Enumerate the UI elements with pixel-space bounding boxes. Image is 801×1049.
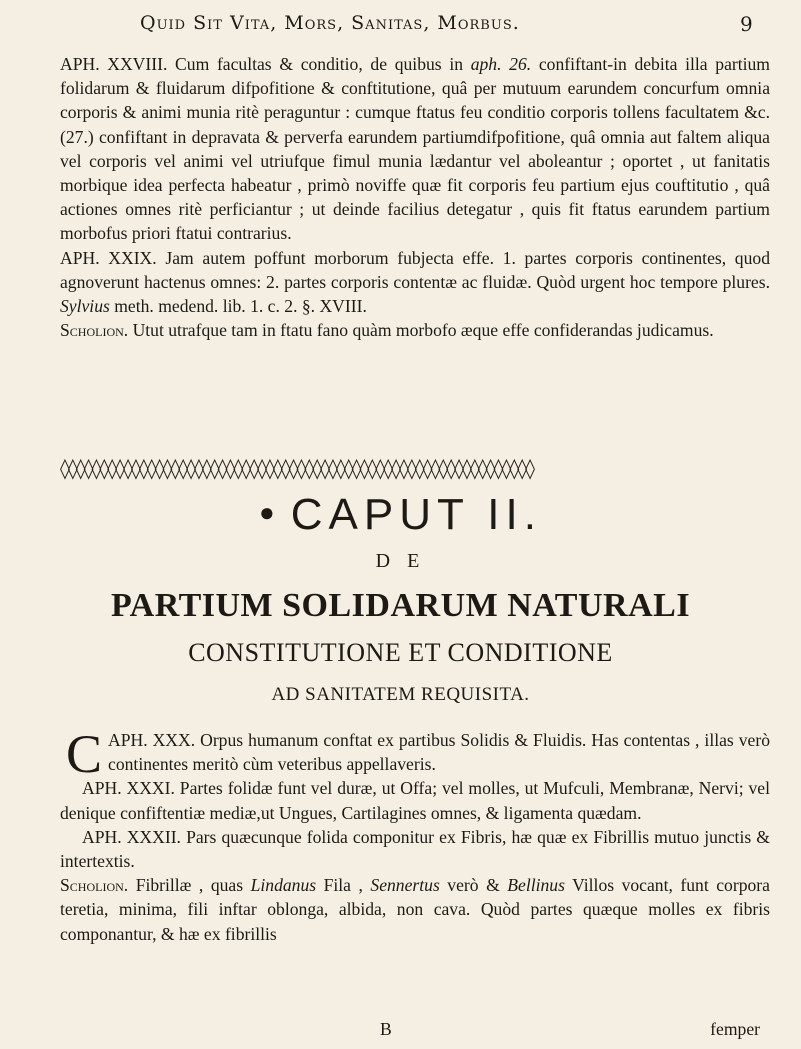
- text-block-bottom: [60, 724, 770, 946]
- chapter-heading-line-1: PARTIUM SOLIDARUM NATURALI: [110, 587, 691, 624]
- chapter-title: ● CAPUT II.: [259, 490, 542, 539]
- running-head: Quid Sit Vita, Mors, Sanitas, Morbus.: [140, 12, 520, 34]
- aphorism-32: APH. XXXII. Pars quæcunque folida componitur ex Fibris, hæ quæ ex Fibrillis mutuo junctis & intertextis.: [60, 826, 770, 872]
- scholion-2: Scholion. Fibrillæ , quas Lindanus Fila , Sennertus verò & Bellinus Villos vocant, funt corpora teretia, minima, fili inftar oblonga, albida, non cava. Quòd partes quæque molles ex fibris componantur, & hæ ex fibrillis: [60, 875, 770, 944]
- chapter-heading-line-3: AD SANITATEM REQUISITA.: [271, 684, 530, 705]
- catchword: femper: [710, 1019, 760, 1039]
- aphorism-28: APH. XXVIII. Cum facultas & conditio, de quibus in aph. 26. confiftant-in debita illa partium folidarum & fluidarum difpofitione & conftitutione, quâ per mutuum earundem concurfum omnia corporis & animi munia ritè peraguntur : cumque ftatus feu conditio corporis tollens facultatem &c. (27.) confiftant in depravata & perverfa earundem partiumdifpofitione, quâ omnia aut faltem aliqua vel corporis vel animi vel utriufque fimul munia lædantur vel aboleantur ; oportet , ut fanitatis morbique idea perfecta habeatur , primò noviffe quæ fit corporis feu partium ejus couftitutio , quâ actiones omnes ritè perficiantur ; ut deinde facilius detegatur , quis fit ftatus earundem partium morbofus priori ftatui contrarius.: [60, 54, 770, 244]
- fleuron-icon: ●: [259, 497, 281, 527]
- aphorism-31: APH. XXXI. Partes folidæ funt vel duræ, ut Offa; vel molles, ut Mufculi, Membranæ, Nervi; vel denique confiftentiæ mediæ,ut Ungues, Cartilagines omnes, & ligamenta quædam.: [60, 778, 770, 823]
- ornamental-border: ◊◊◊◊◊◊◊◊◊◊◊◊◊◊◊◊◊◊◊◊◊◊◊◊◊◊◊◊◊◊◊◊◊◊◊◊◊◊◊◊◊◊◊◊◊◊◊◊◊◊◊◊◊◊◊◊◊◊◊◊: [60, 456, 533, 480]
- drop-cap: C: [66, 724, 103, 784]
- text-block-top: [60, 52, 770, 342]
- page-number: 9: [740, 12, 753, 36]
- chapter-heading-line-2: CONSTITUTIONE ET CONDITIONE: [188, 638, 613, 667]
- aphorism-30: APH. XXX. C Orpus humanum conftat ex partibus Solidis & Fluidis. Has contentas , illas verò continentes meritò cùm veteribus appellaveris.: [66, 724, 770, 784]
- page-footer: [60, 1019, 770, 1043]
- aphorism-29: APH. XXIX. Jam autem poffunt morborum fubjecta effe. 1. partes corporis continentes, quod agnoverunt hactenus omnes: 2. partes corporis contentæ ac fluidæ. Quòd urgent hoc tempore plures. Sylvius meth. medend. lib. 1. c. 2. §. XVIII.: [60, 247, 770, 317]
- signature-mark: B: [380, 1019, 392, 1039]
- scholion-1: Scholion. Utut utrafque tam in ftatu fano quàm morbofo æque effe confiderandas judicamus.: [60, 320, 714, 341]
- chapter-de: D E: [375, 550, 426, 572]
